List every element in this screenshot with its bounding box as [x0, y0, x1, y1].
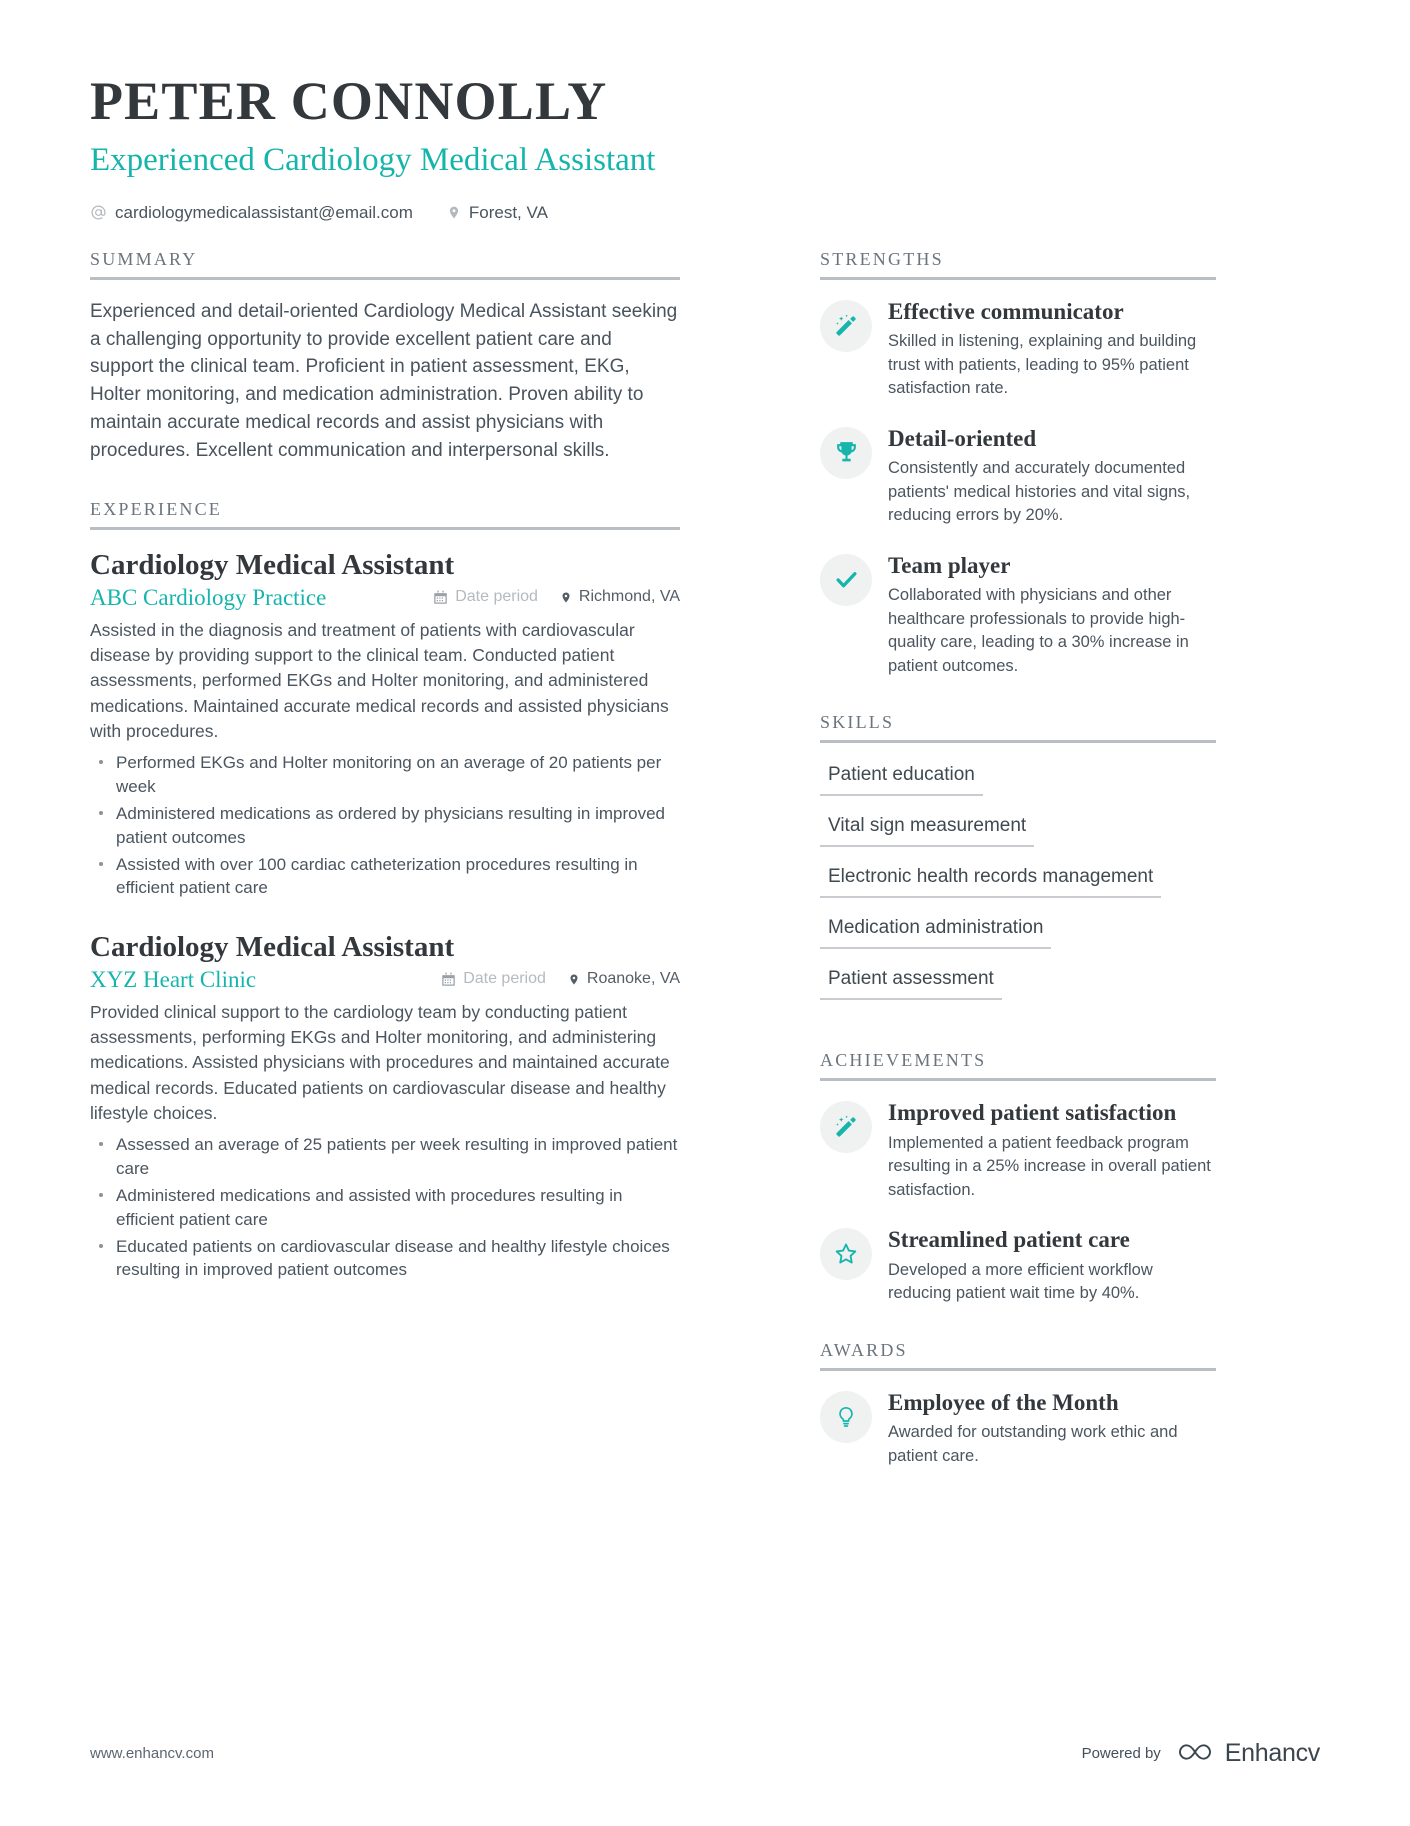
map-pin-icon [447, 204, 461, 221]
map-pin-icon [560, 590, 572, 605]
skill-item: Medication administration [820, 914, 1051, 949]
right-column [820, 249, 1216, 1493]
award-body [888, 1389, 1216, 1469]
experience-entry [90, 548, 680, 900]
enhancv-logo [1175, 1739, 1320, 1768]
magic-wand-icon [820, 1101, 872, 1153]
contact-row [90, 203, 1320, 223]
section-heading-experience: EXPERIENCE [90, 499, 680, 530]
experience-date [433, 588, 538, 606]
strength-text: Collaborated with physicians and other healthcare professionals to provide high-quality care, leading to a 30% increase in patient outcomes. [888, 586, 1189, 675]
achievement-text: Developed a more efficient workflow reducing patient wait time by 40%. [888, 1260, 1153, 1303]
powered-by-label: Powered by [1081, 1745, 1161, 1762]
experience-date [441, 970, 546, 988]
left-column [90, 249, 680, 1291]
calendar-icon [441, 972, 456, 987]
candidate-name: PETER CONNOLLY [90, 71, 608, 131]
strength-body [888, 425, 1216, 528]
experience-meta [90, 585, 680, 611]
experience-bullet: Administered medications and assisted with procedures resulting in efficient patient care [90, 1184, 680, 1232]
skill-list [820, 761, 1216, 1016]
experience-company: ABC Cardiology Practice [90, 584, 327, 610]
experience-bullet: Performed EKGs and Holter monitoring on an average of 20 patients per week [90, 751, 680, 799]
section-experience [90, 499, 680, 1282]
section-heading-strengths: STRENGTHS [820, 249, 1216, 280]
experience-meta-right [441, 970, 680, 988]
award-title: Employee of the Month [888, 1389, 1119, 1415]
strength-item [820, 425, 1216, 528]
achievement-body [888, 1099, 1216, 1202]
footer-powered-by [1082, 1739, 1320, 1768]
resume-footer [90, 1739, 1320, 1768]
strength-title: Team player [888, 552, 1011, 578]
strength-body [888, 298, 1216, 401]
experience-bullet: Assisted with over 100 cardiac catheterization procedures resulting in efficient patient care [90, 853, 680, 901]
infinity-icon [1175, 1740, 1215, 1768]
experience-location-text: Richmond, VA [578, 588, 680, 606]
trophy-icon [820, 427, 872, 479]
experience-date-text: Date period [463, 970, 546, 988]
star-icon [820, 1228, 872, 1280]
strength-title: Effective communicator [888, 298, 1124, 324]
map-pin-icon [568, 972, 580, 987]
contact-email[interactable] [90, 203, 413, 223]
section-strengths [820, 249, 1216, 678]
section-awards [820, 1340, 1216, 1469]
calendar-icon [433, 590, 448, 605]
experience-location [568, 970, 680, 988]
experience-meta-right [433, 588, 680, 606]
skill-item: Vital sign measurement [820, 812, 1034, 847]
skill-item: Patient education [820, 761, 983, 796]
section-heading-summary: SUMMARY [90, 249, 680, 280]
section-heading-achievements: ACHIEVEMENTS [820, 1050, 1216, 1081]
experience-meta [90, 967, 680, 993]
achievement-item [820, 1226, 1216, 1306]
strength-text: Consistently and accurately documented patients' medical histories and vital signs, reducing errors by 20%. [888, 459, 1191, 525]
section-heading-awards: AWARDS [820, 1340, 1216, 1371]
resume-columns [0, 249, 1410, 1493]
lightbulb-icon [820, 1391, 872, 1443]
section-skills [820, 712, 1216, 1016]
strength-title: Detail-oriented [888, 425, 1037, 451]
experience-bullet: Administered medications as ordered by physicians resulting in improved patient outcomes [90, 802, 680, 850]
achievement-item [820, 1099, 1216, 1202]
strength-item [820, 552, 1216, 678]
strength-item [820, 298, 1216, 401]
award-item [820, 1389, 1216, 1469]
at-icon [90, 204, 107, 221]
experience-job-title: Cardiology Medical Assistant [90, 931, 455, 964]
experience-entry [90, 930, 680, 1282]
check-icon [820, 554, 872, 606]
experience-description: Provided clinical support to the cardiology team by conducting patient assessments, performing EKGs and Holter monitoring, and administering medications. Assisted physicians with procedures and maintained accurate medical records. Educated patients on cardiovascular disease and healthy lifestyle choices. [90, 1001, 670, 1124]
achievement-body [888, 1226, 1216, 1306]
resume-header [0, 0, 1410, 223]
section-heading-skills: SKILLS [820, 712, 1216, 743]
footer-website[interactable]: www.enhancv.com [90, 1745, 214, 1762]
candidate-job-title: Experienced Cardiology Medical Assistant [90, 142, 656, 179]
experience-location-text: Roanoke, VA [586, 970, 680, 988]
experience-date-text: Date period [455, 588, 538, 606]
achievement-title: Streamlined patient care [888, 1227, 1130, 1253]
experience-bullet: Educated patients on cardiovascular disease and healthy lifestyle choices resulting in improved patient outcomes [90, 1235, 680, 1283]
section-achievements [820, 1050, 1216, 1306]
experience-bullets [90, 1133, 680, 1282]
experience-location [560, 588, 680, 606]
contact-location [447, 203, 548, 223]
strength-body [888, 552, 1216, 678]
award-text: Awarded for outstanding work ethic and patient care. [888, 1423, 1178, 1465]
achievement-title: Improved patient satisfaction [888, 1100, 1177, 1126]
magic-wand-icon [820, 300, 872, 352]
experience-job-title: Cardiology Medical Assistant [90, 549, 455, 582]
skill-item: Patient assessment [820, 965, 1002, 1000]
achievement-text: Implemented a patient feedback program resulting in a 25% increase in overall patient satisfaction. [888, 1133, 1211, 1199]
experience-bullets [90, 751, 680, 900]
summary-text: Experienced and detail-oriented Cardiology Medical Assistant seeking a challenging opportunity to provide excellent patient care and support the clinical team. Proficient in patient assessment, EKG, Holter monitoring, and medication administration. Proven ability to maintain accurate medical records and assist physicians with procedures. Excellent communication and interpersonal skills. [90, 300, 678, 462]
experience-bullet: Assessed an average of 25 patients per week resulting in improved patient care [90, 1133, 680, 1181]
enhancv-wordmark: Enhancv [1224, 1739, 1320, 1767]
contact-location-text: Forest, VA [468, 202, 548, 222]
section-summary [90, 249, 680, 466]
experience-company: XYZ Heart Clinic [90, 966, 257, 992]
experience-description: Assisted in the diagnosis and treatment of patients with cardiovascular disease by providing support to the clinical team. Conducted patient assessments, performed EKGs and Holter monitoring, and administered medications. Maintained accurate medical records and assisted physicians with procedures. [90, 619, 669, 742]
strength-text: Skilled in listening, explaining and building trust with patients, leading to 95% patient satisfaction rate. [888, 332, 1197, 398]
skill-item: Electronic health records management [820, 863, 1161, 898]
contact-email-text: cardiologymedicalassistant@email.com [115, 202, 413, 222]
